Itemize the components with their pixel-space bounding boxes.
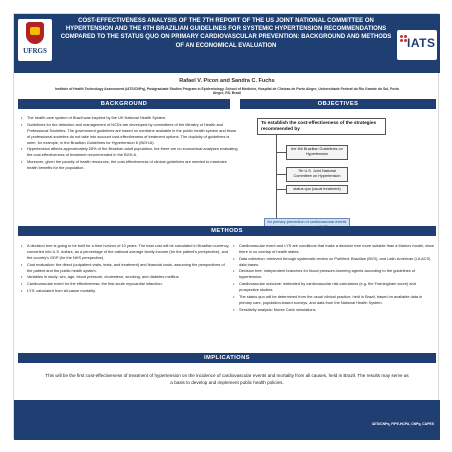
objective-item: status quo (usual treatment) — [286, 185, 348, 194]
objectives-diagram — [257, 118, 397, 230]
connector-line — [276, 189, 286, 190]
methods-bullet: • Sensitivity analysis: Monte Carlo simulations — [232, 307, 436, 313]
methods-right-column — [232, 243, 436, 313]
affiliation: Institute of Health Technology Assessment (IATS/CNPq), Postgraduate Studies Program in Epidemiology, School of Medicine, Hospital de Clínicas de Porto Alegre, Universidade Federal do Rio Grande do Sul, Porto Alegre, RS, Brazil — [55, 87, 399, 96]
objectives-heading: OBJECTIVES — [240, 99, 436, 109]
methods-bullet: • Cardiovascular event for the effectiveness: the first acute myocardial infarction. — [20, 281, 230, 287]
background-heading: BACKGROUND — [18, 99, 230, 109]
objective-item: 7th U.S. Joint National Committee on Hypertension — [286, 167, 348, 182]
methods-bullet: • Cardiovascular outcome: estimated by cardiovascular risk calculators (e.g. the Framingham score) and prospective studies. — [232, 281, 436, 293]
methods-bullet: • LYS: calculated from all-cause mortality. — [20, 288, 230, 294]
methods-bullet: • Variables in study: sex, age, blood pressure, cholesterol, smoking, and diabetes mellitus. — [20, 274, 230, 280]
connector-line — [276, 152, 286, 153]
sponsors-text: IATS/CNPq, FIPE-HCPA, CNPq, CAPES — [371, 422, 434, 426]
methods-bullet: • Data collection: retrieved through systematic review on PubMed, Brazilian (BVS), and Latin-American (LILACS) data bases. — [232, 256, 436, 268]
methods-bullet: • Decision tree: independent branches for blood pressure-lowering agents according to the guidelines of hypertension. — [232, 268, 436, 280]
objective-item: the 6th Brazilian Guidelines on Hypertension — [286, 145, 348, 160]
methods-bullet: • The status quo will be determined from the usual clinical practice, held in Brazil, based on available data in primary care, population-based surveys, and data from the National Health System. — [232, 294, 436, 306]
background-bullet: • Hypertension affects approximately 28% of the Brazilian adult population, but there are no economical analyses evaluating the cost-effectiveness of treatment recommended in the BGH-6. — [20, 146, 238, 158]
background-bullet: • Moreover, given the paucity of health resources, the cost-effectiveness of clinical guidelines are needed to maximize health benefits for the population. — [20, 159, 238, 171]
iats-logo — [397, 30, 437, 60]
iats-logo-text: IATS — [407, 36, 436, 50]
background-bullet: • Guidelines for the detection and management of NCDs are developed by committees of the Ministry of Health and Professional Societies. The government guidelines are based on medicine available in the public health system and those of professional societies do not take into account cost-effectiveness of treatment options. The duplicity of guidelines is seen, for example, in the Brazilian Guidelines for Hypertension 6 (BGH-6). — [20, 122, 238, 146]
ufrgs-logo-text: UFRGS — [23, 47, 47, 55]
methods-bullet: • Cost evaluation: the direct (outpatient visits, tests, and treatment) and financial costs, assuming the perspectives of the patient and the public health system. — [20, 262, 230, 274]
connector-line — [276, 174, 286, 175]
poster — [13, 13, 439, 439]
authors: Rafael V. Picon and Sandra C. Fuchs — [179, 78, 275, 84]
background-bullet: • The health care system of Brazil was inspired by the UK National Health System. — [20, 115, 238, 121]
methods-bullet: • Cardiovascular event and LYS are conditions that make a decision tree more suitable than a Markov model, since there is no overlap of health states. — [232, 243, 436, 255]
ufrgs-logo — [18, 19, 52, 61]
poster-footer — [14, 400, 440, 440]
methods-left-column — [20, 243, 230, 295]
ufrgs-seal-icon — [26, 22, 44, 44]
implications-text: This will be the first cost-effectiveness of treatment of hypertension on the incidence of cardiovascular events and mortality from all causes, held in Brazil. The results may serve as a basis to develop and implement public health policies. — [45, 373, 409, 385]
poster-header — [14, 14, 440, 73]
objectives-outcome: for primary prevention of cardiovascular events — [264, 218, 350, 230]
implications-heading: IMPLICATIONS — [18, 353, 436, 363]
methods-heading: METHODS — [18, 226, 436, 236]
background-section — [20, 115, 238, 172]
connector-line — [276, 135, 277, 219]
poster-title: COST-EFFECTIVENESS ANALYSIS OF THE 7TH REPORT OF THE US JOINT NATIONAL COMMITTEE ON HYPERTENSION AND THE 6TH BRAZILIAN GUIDELINES FOR SYSTEMIC HYPERTENSION RECOMMENDATIONS COMPARED TO THE STATUS QUO ON PRIMARY CARDIOVASCULAR PREVENTION: BACKGROUND AND METHODS OF AN ECONOMICAL EVALUATION — [60, 18, 392, 49]
methods-bullet: • A decision tree is going to be built for a time horizon of 10 years. The total cost will be calculated in Brazilian currency, converted into U.S. dollars, as a percentage of the national average family income (for the patient's perspective), and the country's GDP (for the NHS perspective). — [20, 243, 230, 261]
objectives-lead: To establish the cost-effectiveness of the strategies recommended by — [257, 118, 386, 135]
